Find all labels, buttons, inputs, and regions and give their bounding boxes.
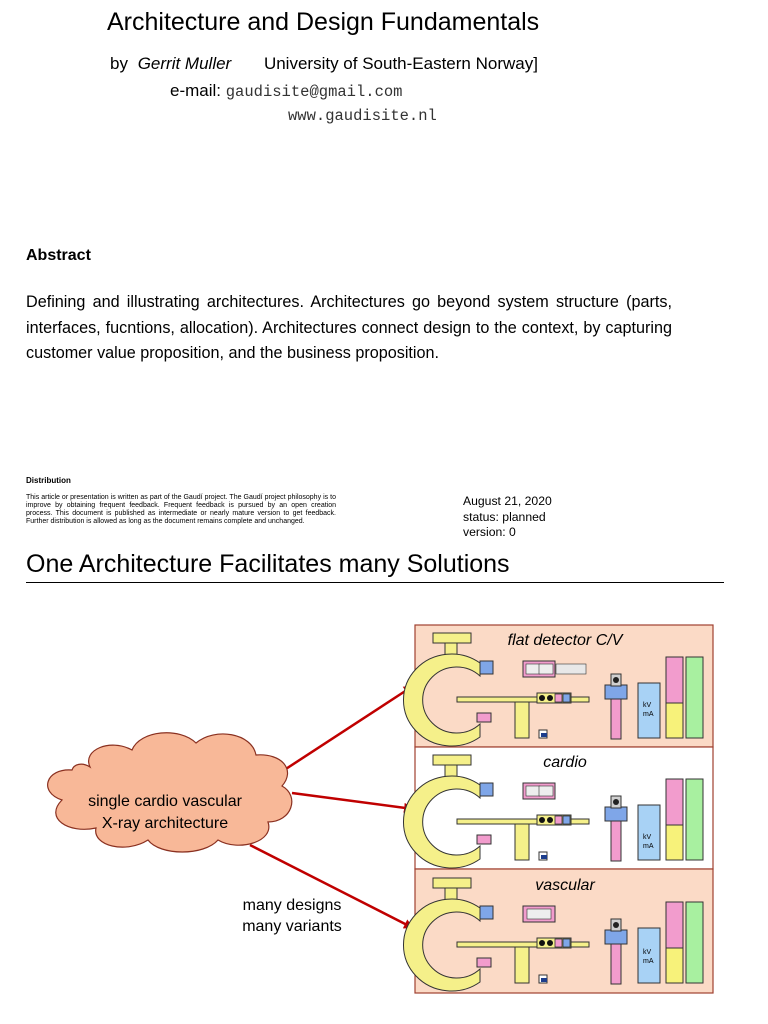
cloud-line2: X-ray architecture <box>101 815 229 832</box>
distribution-heading: Distribution <box>26 476 71 485</box>
website-link[interactable]: www.gaudisite.nl <box>288 107 437 125</box>
arrow-to-vascular <box>250 845 413 928</box>
generator-label-ma: mA <box>643 711 654 718</box>
abstract-heading: Abstract <box>26 247 91 264</box>
designs-line1: many designs <box>242 897 342 914</box>
abstract-text: Defining and illustrating architectures. Architectures go beyond system structure (parts, interfaces, fucntions, allocation). Architectures connect design to the context, by capturing customer value proposition, and the business proposition. <box>26 293 672 362</box>
generator-label-kv: kV <box>643 834 652 841</box>
email-label: e-mail: <box>170 81 222 100</box>
slide-title-rule <box>26 582 724 583</box>
generator-label-ma: mA <box>643 843 654 850</box>
document-status: status: planned <box>463 509 546 524</box>
panel-flat-detector <box>403 625 713 747</box>
arrow-to-flat-detector <box>272 686 413 778</box>
panel-vascular <box>403 869 713 993</box>
panel-cardio-label: cardio <box>543 754 587 771</box>
cloud-line1: single cardio vascular <box>88 793 242 810</box>
generator-label-kv: kV <box>643 702 652 709</box>
email-line <box>170 81 402 101</box>
architecture-figure <box>0 600 768 1020</box>
distribution-text: This article or presentation is written as part of the Gaudí project. The Gaudí project philosophy is to improve by obtaining frequent feedback. Frequent feedback is pursued by an open creation process. This document is published as intermediate or nearly mature version to get feedback. Further distribution is allowed as long as the document remains complete and unchanged. <box>26 494 336 526</box>
email-address[interactable]: gaudisite@gmail.com <box>225 83 403 101</box>
author-line <box>110 54 538 74</box>
document-title: Architecture and Design Fundamentals <box>107 8 540 36</box>
document-meta <box>463 494 552 541</box>
panel-cardio <box>403 747 713 869</box>
designs-line2: many variants <box>242 918 342 935</box>
document-date: August 21, 2020 <box>463 494 552 508</box>
by-label: by <box>110 54 128 73</box>
slide-title: One Architecture Facilitates many Solutions <box>26 550 510 578</box>
panel-flat-detector-label: flat detector C/V <box>507 632 623 649</box>
document-version: version: 0 <box>463 525 516 539</box>
arrow-to-cardio <box>292 793 413 809</box>
affiliation: University of South-Eastern Norway] <box>263 54 538 73</box>
panel-vascular-label: vascular <box>535 877 595 894</box>
generator-label-kv: kV <box>643 949 652 956</box>
author-name: Gerrit Muller <box>137 54 232 73</box>
generator-label-ma: mA <box>643 958 654 965</box>
